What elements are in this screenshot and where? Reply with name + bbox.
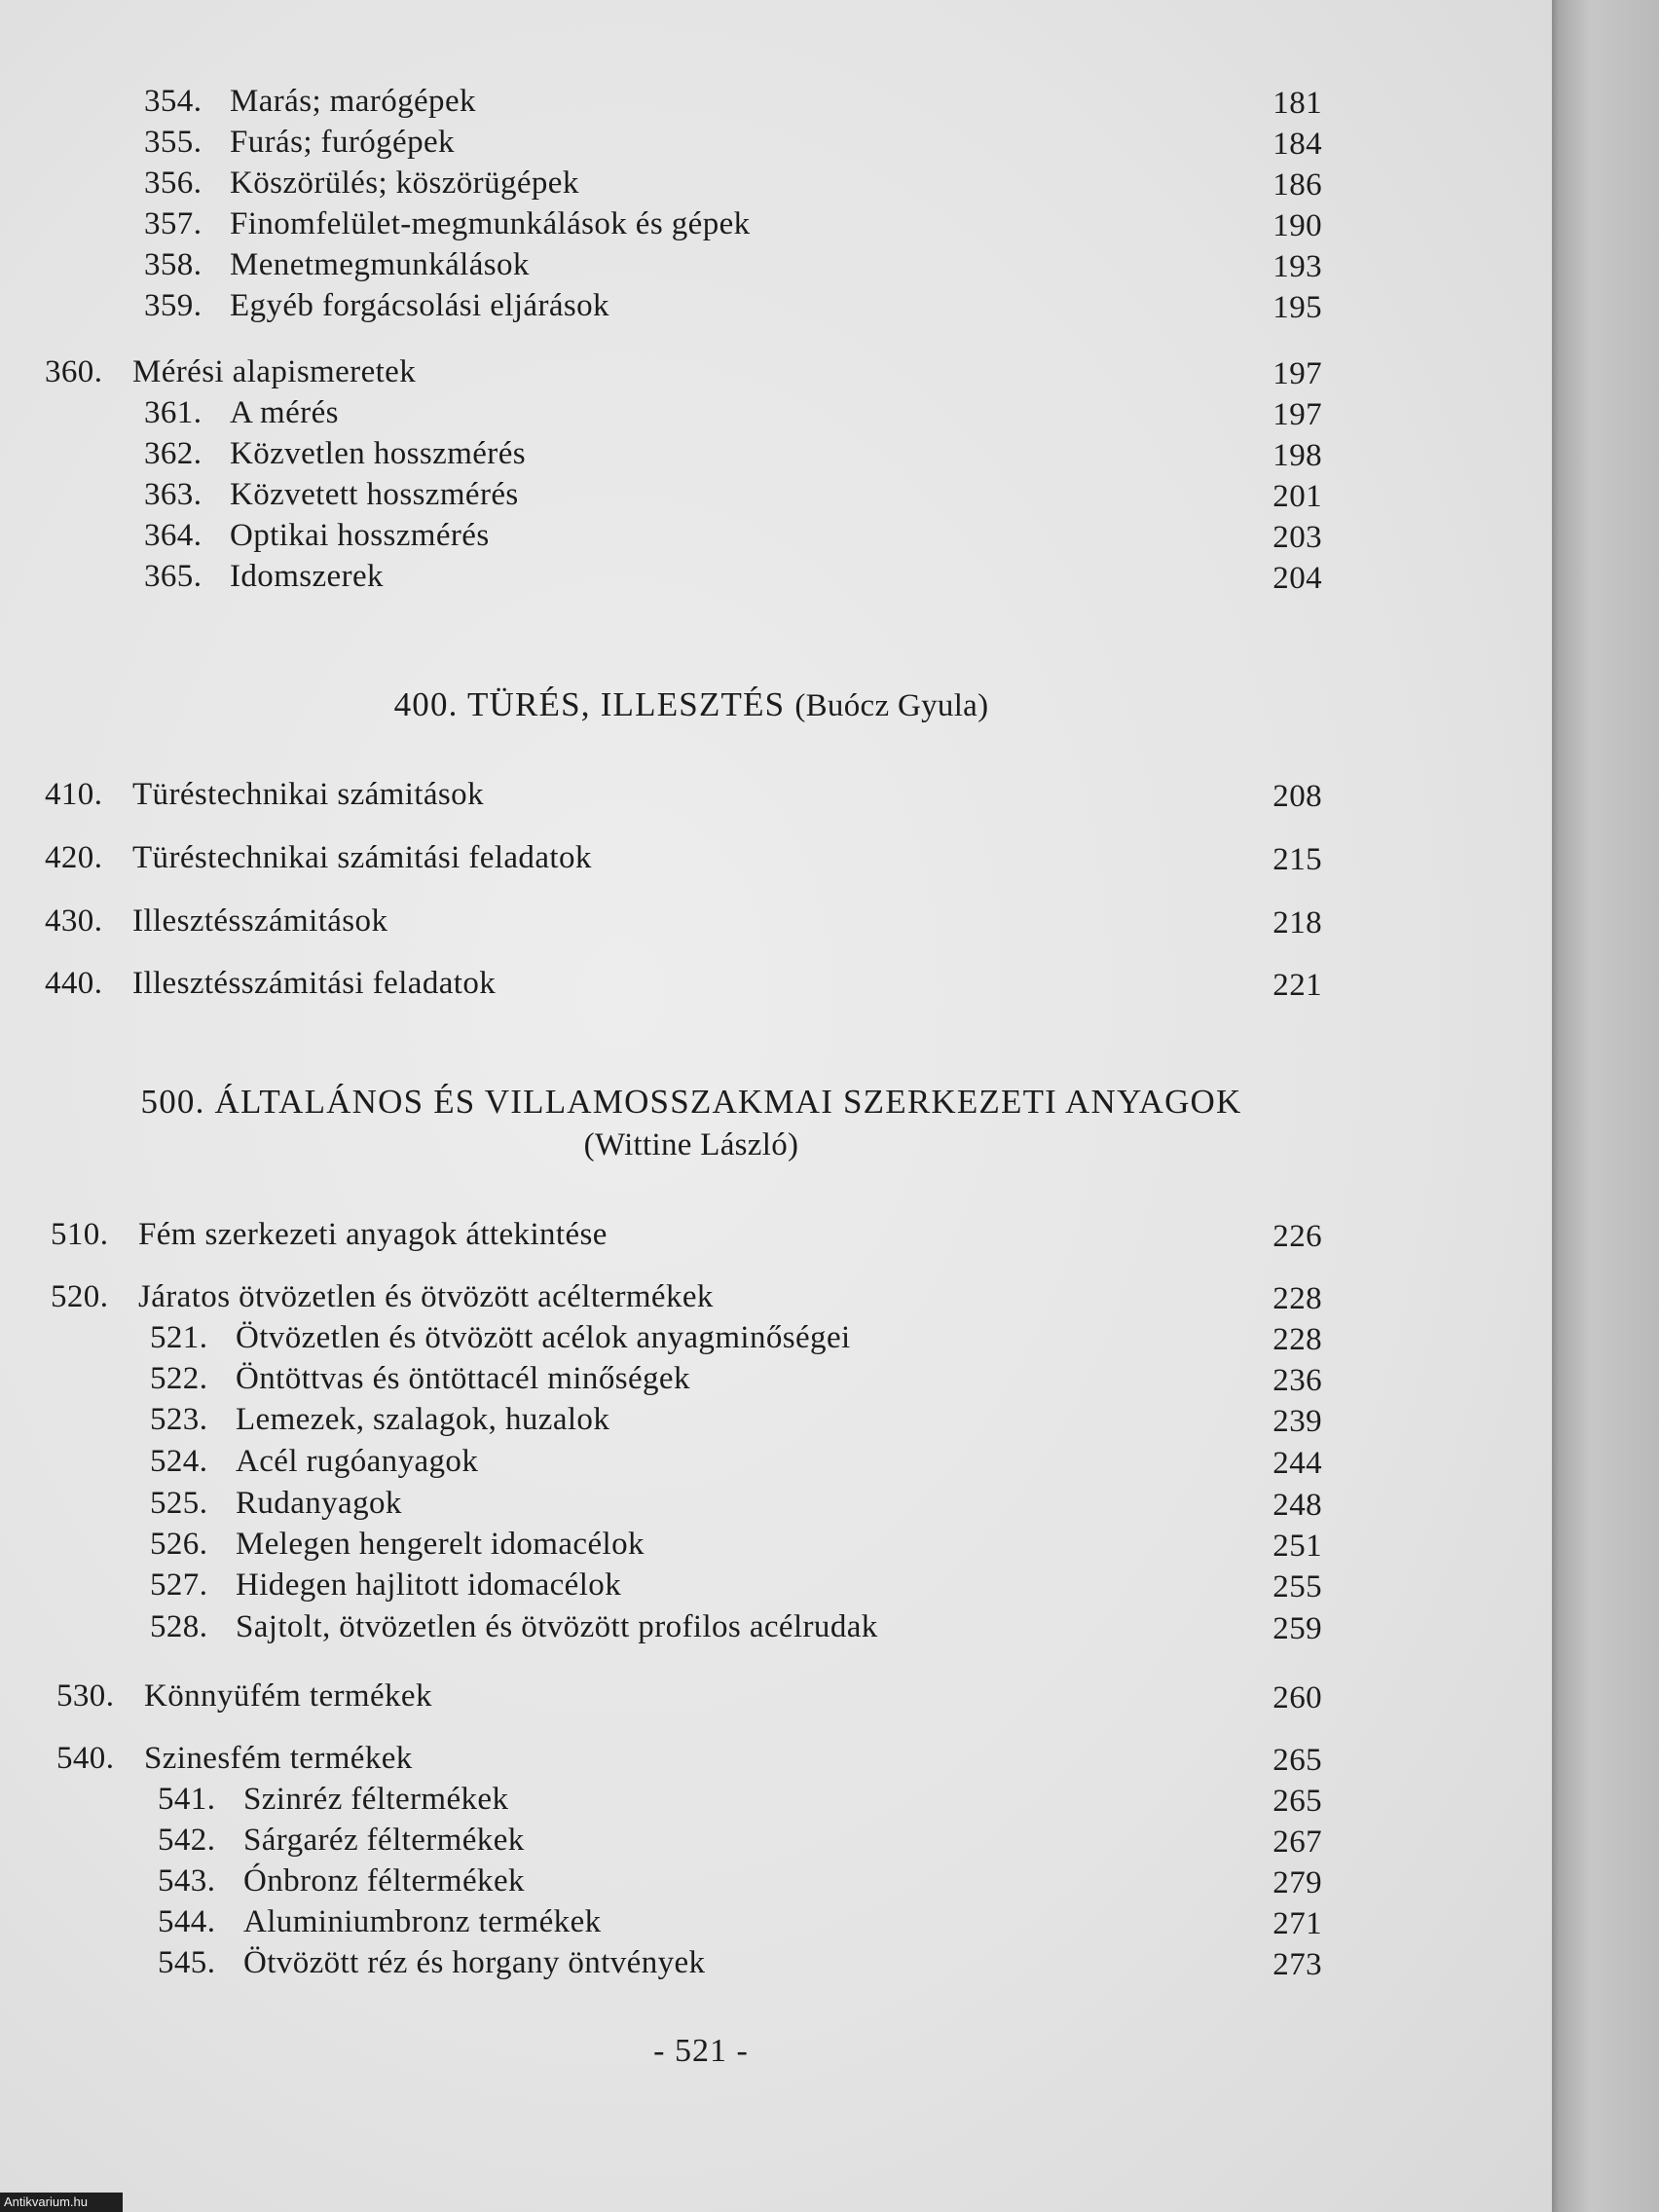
entry-page: 193 — [1272, 249, 1322, 284]
entry-number: 363. — [144, 477, 203, 512]
entry-page: 181 — [1272, 86, 1322, 121]
section-author: (Wittine László) — [583, 1127, 799, 1162]
entry-page: 265 — [1272, 1743, 1322, 1778]
toc-entry — [144, 286, 1322, 325]
entry-number: 430. — [45, 903, 103, 939]
toc-entry — [56, 1677, 1322, 1715]
section-title: 400. TÜRÉS, ILLESZTÉS — [393, 685, 786, 723]
entry-number: 365. — [144, 559, 203, 594]
leader-dots — [538, 1826, 1205, 1860]
entry-page: 260 — [1272, 1680, 1322, 1715]
entry-title: Rudanyagok — [236, 1486, 402, 1521]
entry-number: 362. — [144, 436, 203, 471]
leader-dots — [401, 907, 1205, 940]
entry-title: Finomfelület-megmunkálások és gépek — [230, 206, 751, 241]
leader-dots — [621, 1221, 1205, 1254]
entry-number: 510. — [51, 1217, 109, 1252]
entry-title: Ötvözött réz és horgany öntvények — [243, 1945, 706, 1980]
entry-number: 521. — [150, 1320, 208, 1355]
toc-entry — [56, 1739, 1322, 1778]
entry-title: Fém szerkezeti anyagok áttekintése — [138, 1217, 608, 1252]
leader-dots — [533, 481, 1205, 514]
toc-entry — [150, 1442, 1322, 1481]
entry-page: 265 — [1272, 1784, 1322, 1819]
toc-entry — [45, 902, 1322, 940]
entry-number: 359. — [144, 288, 203, 323]
toc-entry — [144, 123, 1322, 162]
entry-number: 356. — [144, 166, 203, 201]
leader-dots — [623, 292, 1205, 325]
entry-number: 542. — [158, 1823, 216, 1858]
entry-number: 530. — [56, 1678, 115, 1714]
toc-entry — [150, 1484, 1322, 1523]
toc-entry — [144, 245, 1322, 284]
toc-entry — [51, 1277, 1322, 1316]
entry-title: Szinréz féltermékek — [243, 1782, 509, 1817]
entry-title: Öntöttvas és öntöttacél minőségek — [236, 1361, 690, 1396]
entry-number: 527. — [150, 1567, 208, 1603]
toc-entry — [158, 1862, 1322, 1900]
entry-number: 523. — [150, 1402, 208, 1437]
entry-number: 528. — [150, 1609, 208, 1644]
entry-number: 524. — [150, 1444, 208, 1479]
toc-entry — [144, 393, 1322, 432]
entry-number: 355. — [144, 125, 203, 160]
entry-page: 208 — [1272, 779, 1322, 814]
toc-entry — [144, 434, 1322, 473]
entry-page: 251 — [1272, 1529, 1322, 1564]
leader-dots — [892, 1613, 1205, 1646]
entry-page: 198 — [1272, 438, 1322, 473]
leader-dots — [468, 129, 1205, 162]
leader-dots — [538, 1867, 1205, 1900]
entry-title: Köszörülés; köszörügépek — [230, 166, 579, 201]
watermark: Antikvarium.hu — [0, 2193, 123, 2212]
entry-title: Illesztésszámitások — [132, 903, 388, 939]
toc-entry — [150, 1359, 1322, 1398]
entry-page: 273 — [1272, 1947, 1322, 1982]
entry-number: 543. — [158, 1863, 216, 1899]
entry-page: 271 — [1272, 1906, 1322, 1941]
entry-page: 279 — [1272, 1865, 1322, 1900]
entry-number: 545. — [158, 1945, 216, 1980]
entry-number: 361. — [144, 395, 203, 430]
section-heading-500 — [0, 1081, 1382, 1166]
section-author: (Buócz Gyula) — [794, 688, 989, 723]
toc-entry — [144, 475, 1322, 514]
leader-dots — [764, 210, 1205, 243]
entry-page: 239 — [1272, 1404, 1322, 1439]
toc-entry — [150, 1607, 1322, 1646]
leader-dots — [704, 1365, 1205, 1398]
toc-entry — [45, 964, 1322, 1003]
entry-number: 410. — [45, 777, 103, 812]
entry-number: 520. — [51, 1279, 109, 1314]
entry-title: Szinesfém termékek — [144, 1741, 413, 1776]
leader-dots — [509, 970, 1205, 1003]
section-heading-400 — [0, 683, 1382, 727]
entry-page: 195 — [1272, 290, 1322, 325]
entry-title: Idomszerek — [230, 559, 384, 594]
leader-dots — [593, 169, 1205, 203]
entry-title: Járatos ötvözetlen és ötvözött acéltermékek — [138, 1279, 714, 1314]
leader-dots — [498, 781, 1205, 814]
toc-entry — [158, 1902, 1322, 1941]
entry-page: 186 — [1272, 167, 1322, 203]
entry-page: 267 — [1272, 1825, 1322, 1860]
entry-title: Ötvözetlen és ötvözött acélok anyagminőségei — [236, 1320, 851, 1355]
leader-dots — [635, 1571, 1205, 1604]
entry-number: 360. — [45, 354, 103, 389]
toc-entry — [51, 1215, 1322, 1254]
entry-page: 204 — [1272, 561, 1322, 596]
leader-dots — [719, 1949, 1205, 1982]
entry-title: Optikai hosszmérés — [230, 518, 490, 553]
entry-title: Sárgaréz féltermékek — [243, 1823, 525, 1858]
entry-title: Ónbronz féltermékek — [243, 1863, 525, 1899]
entry-number: 522. — [150, 1361, 208, 1396]
entry-title: Lemezek, szalagok, huzalok — [236, 1402, 610, 1437]
entry-title: Marás; marógépek — [230, 84, 476, 119]
entry-number: 358. — [144, 247, 203, 282]
entry-number: 544. — [158, 1904, 216, 1939]
section-title: 500. ÁLTALÁNOS ÉS VILLAMOSSZAKMAI SZERKEZETI ANYAGOK — [140, 1083, 1242, 1121]
leader-dots — [429, 358, 1205, 391]
entry-title: Acél rugóanyagok — [236, 1444, 479, 1479]
toc-entry — [144, 204, 1322, 243]
entry-title: Közvetett hosszmérés — [230, 477, 519, 512]
entry-page: 228 — [1272, 1322, 1322, 1357]
leader-dots — [352, 399, 1205, 432]
entry-number: 526. — [150, 1527, 208, 1562]
leader-dots — [727, 1283, 1205, 1316]
toc-entry — [45, 775, 1322, 814]
entry-page: 221 — [1272, 968, 1322, 1003]
entry-number: 354. — [144, 84, 203, 119]
entry-page: 190 — [1272, 208, 1322, 243]
entry-page: 244 — [1272, 1446, 1322, 1481]
entry-title: Menetmegmunkálások — [230, 247, 530, 282]
leader-dots — [490, 88, 1205, 121]
entry-page: 255 — [1272, 1569, 1322, 1604]
entry-number: 540. — [56, 1741, 115, 1776]
toc-entry — [150, 1525, 1322, 1564]
page-number: - 521 - — [653, 2033, 749, 2069]
entry-title: Aluminiumbronz termékek — [243, 1904, 602, 1939]
leader-dots — [492, 1448, 1205, 1481]
leader-dots — [658, 1530, 1205, 1564]
entry-number: 525. — [150, 1486, 208, 1521]
toc-entry — [144, 164, 1322, 203]
toc-entry — [144, 82, 1322, 121]
entry-page: 197 — [1272, 356, 1322, 391]
toc-entry — [158, 1943, 1322, 1982]
entry-title: Melegen hengerelt idomacélok — [236, 1527, 645, 1562]
entry-page: 215 — [1272, 842, 1322, 877]
entry-page: 248 — [1272, 1488, 1322, 1523]
entry-title: Egyéb forgácsolási eljárások — [230, 288, 609, 323]
toc-entry — [150, 1318, 1322, 1357]
entry-page: 226 — [1272, 1219, 1322, 1254]
entry-title: Türéstechnikai számitások — [132, 777, 484, 812]
entry-title: Furás; furógépek — [230, 125, 455, 160]
entry-page: 203 — [1272, 520, 1322, 555]
leader-dots — [615, 1908, 1205, 1941]
entry-title: A mérés — [230, 395, 339, 430]
entry-title: Türéstechnikai számitási feladatok — [132, 840, 592, 875]
entry-page: 218 — [1272, 905, 1322, 940]
leader-dots — [606, 844, 1205, 877]
entry-page: 228 — [1272, 1281, 1322, 1316]
entry-number: 420. — [45, 840, 103, 875]
toc-entry — [45, 352, 1322, 391]
toc-entry — [144, 557, 1322, 596]
entry-number: 440. — [45, 966, 103, 1001]
entry-number: 364. — [144, 518, 203, 553]
leader-dots — [416, 1490, 1205, 1523]
entry-page: 201 — [1272, 479, 1322, 514]
toc-entry — [158, 1780, 1322, 1819]
leader-dots — [865, 1324, 1205, 1357]
entry-title: Könnyüfém termékek — [144, 1678, 432, 1714]
leader-dots — [397, 563, 1205, 596]
entry-title: Illesztésszámitási feladatok — [132, 966, 497, 1001]
leader-dots — [623, 1406, 1205, 1439]
entry-page: 236 — [1272, 1363, 1322, 1398]
leader-dots — [446, 1682, 1205, 1715]
leader-dots — [539, 440, 1205, 473]
toc-entry — [150, 1566, 1322, 1604]
leader-dots — [426, 1745, 1205, 1778]
leader-dots — [503, 522, 1205, 555]
entry-title: Közvetlen hosszmérés — [230, 436, 526, 471]
entry-number: 541. — [158, 1782, 216, 1817]
entry-title: Mérési alapismeretek — [132, 354, 417, 389]
toc-entry — [150, 1400, 1322, 1439]
leader-dots — [543, 251, 1205, 284]
entry-page: 197 — [1272, 397, 1322, 432]
entry-title: Hidegen hajlitott idomacélok — [236, 1567, 622, 1603]
leader-dots — [522, 1786, 1205, 1819]
toc-entry — [158, 1821, 1322, 1860]
entry-number: 357. — [144, 206, 203, 241]
toc-entry — [45, 838, 1322, 877]
toc-entry — [144, 516, 1322, 555]
page-edge-shadow — [1552, 0, 1659, 2212]
entry-title: Sajtolt, ötvözetlen és ötvözött profilos acélrudak — [236, 1609, 878, 1644]
entry-page: 259 — [1272, 1611, 1322, 1646]
entry-page: 184 — [1272, 127, 1322, 162]
